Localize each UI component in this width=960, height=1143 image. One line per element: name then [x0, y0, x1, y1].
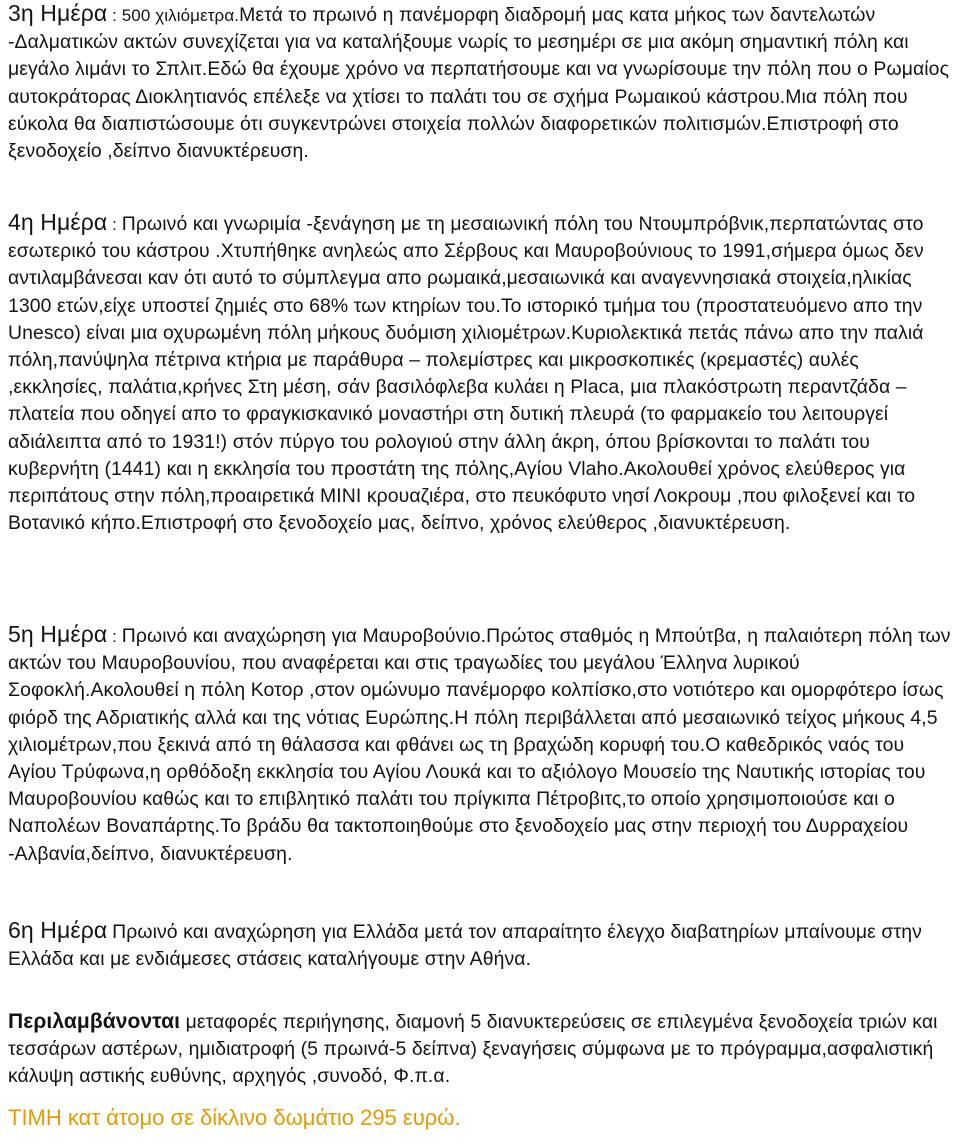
day-3-section	[8, 0, 956, 165]
day-3-heading: 3η Ημέρα	[8, 0, 108, 26]
price-line: ΤΙΜΗ κατ άτομο σε δίκλινο δωμάτιο 295 ευρώ.	[8, 1105, 461, 1130]
day-6-text: Πρωινό και αναχώρηση για Ελλάδα μετά τον απαραίτητο έλεγχο διαβατηρίων μπαίνουμε στην Ελλάδα και με ενδιάμεσες στάσεις καταλήγουμε στην Αθήνα.	[8, 921, 922, 971]
includes-section	[8, 1008, 956, 1091]
day-4-text: Πρωινό και γνωριμία -ξενάγηση με τη μεσαιωνική πόλη του Ντουμπρόβνικ,περπατώντας στο εσωτερικό του κάστρου .Χτυπήθηκε ανηλεώς απο Σέρβους και Μαυροβούνιους το 1991,σήμερα όμως δεν αντιλαμβάνεσαι καν ότι αυτό το σύμπλεγμα απο ρωμαικά,μεσαιωνικά και αναγεννησιακά στοιχεία,ηλικίας 1300 ετών,είχε υποστεί ζημιές στο 68% των κτηρίων του.Το ιστορικό τμήμα του (προστατευόμενο απο την Unesco) είναι μια οχυρωμένη πόλη μήκους δυόμιση χιλιομέτρων.Κυριολεκτικά πετάς πάνω απο την παλιά πόλη,πανύψηλα πέτρινα κτήρια με παράθυρα – πολεμίστρες και μικροσκοπικές (κρεμαστές) αυλές ,εκκλησίες, παλάτια,κρήνες Στη μέση, σάν βασιλόφλεβα κυλάει η Placa, μια πλακόστρωτη περαντζάδα – πλατεία που οδηγεί απο το φραγκισκανικό μοναστήρι στη δυτική πλευρά (το φαρμακείο του λειτουργεί αδιάλειπτα από το 1931!) στόν πύργο του ρολογιού στην άλλη άκρη, όπου βρίσκονται το παλάτι του κυβερνήτη (1441) και η εκκλησία του προστάτη της πόλης,Αγίου Vlaho.Ακολουθεί χρόνος ελεύθερος για περιπάτους στην πόλη,προαιρετικά MINI κρουαζιέρα, στο πευκόφυτο νησί Λοκρουμ ,που φιλοξενεί και το Βοτανικό κήπο.Επιστροφή στο ξενοδοχείο μας, δείπνο, χρόνος ελεύθερος ,διανυκτέρευση.	[8, 213, 924, 535]
day-6-heading: 6η Ημέρα	[8, 917, 108, 943]
day-5-paragraph	[8, 621, 956, 868]
includes-heading: Περιλαμβάνονται	[8, 1010, 181, 1033]
day-4-separator: :	[107, 215, 122, 234]
day-5-heading: 5η Ημέρα	[8, 621, 108, 647]
includes-paragraph	[8, 1008, 956, 1091]
includes-text: μεταφορές περιήγησης, διαμονή 5 διανυκτερεύσεις σε επιλεγμένα ξενοδοχεία τριών και τεσσάρων αστέρων, ημιδιατροφή (5 πρωινά-5 δείπνα) ξεναγήσεις σύμφωνα με το πρόγραμμα,ασφαλιστική κάλυψη αστικής ευθύνης, αρχηγός ,συνοδό, Φ.π.α.	[8, 1011, 938, 1088]
day-4-heading: 4η Ημέρα	[8, 209, 108, 235]
day-3-text: Μετά το πρωινό η πανέμορφη διαδρομή μας κατα μήκος των δαντελωτών -Δαλματικών ακτών συνεχίζεται για να καταλήξουμε νωρίς το μεσημέρι σε μια ακόμη σημαντική πόλη και μεγάλο λιμάνι το Σπλιτ.Εδώ θα έχουμε χρόνο να περπατήσουμε και να γνωρίσουμε την πόλη που ο Ρωμαίος αυτοκράτορας Διοκλητιανός επέλεξε να χτίσει το παλάτι του σε σχήμα Ρωμαικού κάστρου.Μια πόλη που εύκολα θα διαπιστώσουμε ότι συγκεντρώνει στοιχεία πολλών διαφορετικών πολιτισμών.Επιστροφή στο ξενοδοχείο ,δείπνο διανυκτέρευση.	[8, 4, 950, 163]
day-4-paragraph	[8, 209, 956, 537]
day-6-paragraph	[8, 917, 956, 973]
day-5-text: Πρωινό και αναχώρηση για Μαυροβούνιο.Πρώτος σταθμός η Μπούτβα, η παλαιότερη πόλη των ακτών του Μαυροβουνίου, που αναφέρεται και στις τραγωδίες του μεγάλου Έλληνα λυρικού Σοφοκλή.Ακολουθεί η πόλη Κοτορ ,στον ομώνυμο πανέμορφο κολπίσκο,στο νοτιότερο και ομορφότερο ίσως φιόρδ της Αδριατικής αλλά και της νότιας Ευρώπης.Η πόλη περιβάλλεται από μεσαιωνικό τείχος μήκους 4,5 χιλιομέτρων,που ξεκινά από τη θάλασσα και φθάνει ως τη βραχώδη κορυφή του.Ο καθεδρικός ναός του Αγίου Τρύφωνα,η ορθόδοξη εκκλησία του Αγίου Λουκά και το αξιόλογο Μουσείο της Ναυτικής ιστορίας του Μαυροβουνίου καθώς και το επιβλητικό παλάτι του πρίγκιπα Πέτροβιτς,το οποίο χρησιμοποιούσε και ο Ναπολέων Βοναπάρτης.Το βράδυ θα τακτοποιηθούμε στο ξενοδοχείο μας στην περιοχή του Δυρραχείου -Αλβανία,δείπνο, διανυκτέρευση.	[8, 625, 951, 865]
day-5-separator: :	[107, 627, 122, 646]
day-6-section	[8, 917, 956, 973]
day-5-section	[8, 621, 956, 868]
day-4-section	[8, 209, 956, 537]
day-3-paragraph	[8, 0, 956, 165]
day-3-distance: : 500 χιλιόμετρα.	[107, 6, 240, 25]
